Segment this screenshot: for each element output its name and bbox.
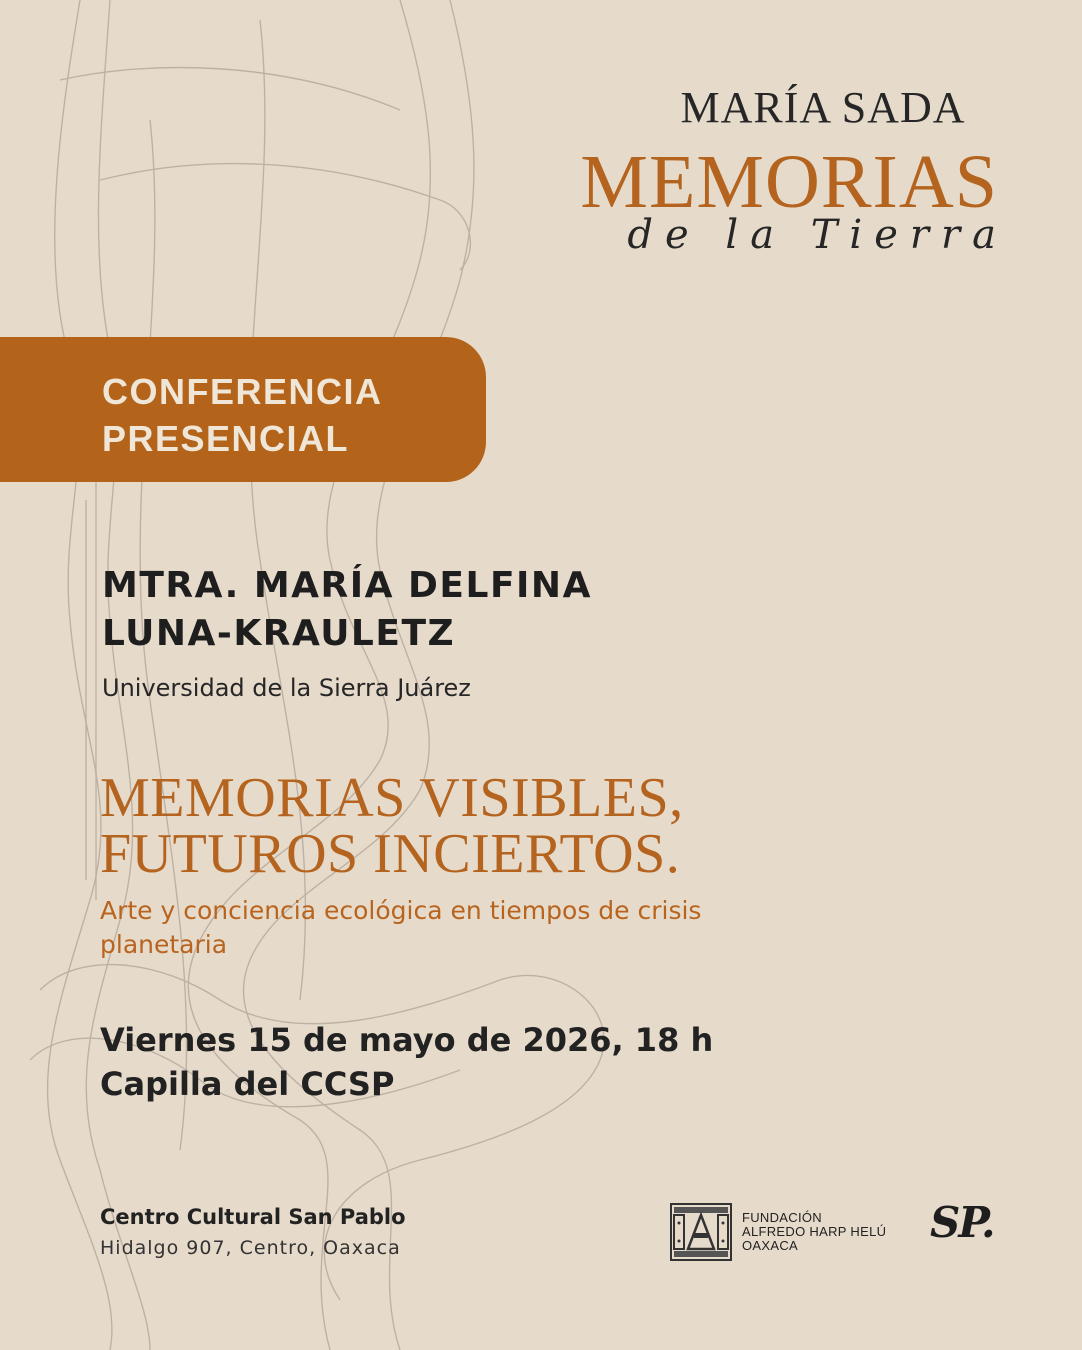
foundation-line2: ALFREDO HARP HELÚ (742, 1224, 887, 1239)
foundation-line3: OAXACA (742, 1238, 798, 1253)
event-type-line2: PRESENCIAL (102, 418, 350, 459)
foundation-name (742, 1211, 886, 1253)
speaker-institution: Universidad de la Sierra Juárez (102, 674, 471, 702)
date-place-block (100, 1018, 713, 1106)
event-type-banner (0, 337, 486, 482)
speaker-block (102, 562, 592, 702)
exhibition-title: MEMORIAS (580, 140, 998, 224)
talk-block (100, 767, 740, 962)
artist-name: MARÍA SADA (680, 83, 966, 132)
talk-title-line1: MEMORIAS VISIBLES, (100, 767, 684, 829)
exhibition-script-title: de la Tierra (627, 212, 1008, 258)
speaker-name-line2: LUNA-KRAULETZ (102, 613, 456, 654)
talk-subtitle: Arte y conciencia ecológica en tiempos de crisis planetaria (100, 896, 702, 959)
san-pablo-logo: SP. (930, 1198, 994, 1247)
foundation-line1: FUNDACIÓN (742, 1210, 822, 1225)
event-type-line1: CONFERENCIA (102, 371, 383, 412)
venue-block (100, 1203, 406, 1259)
talk-title-line2: FUTUROS INCIERTOS. (100, 823, 681, 885)
exhibition-brand (578, 83, 1008, 258)
speaker-name-line1: MTRA. MARÍA DELFINA (102, 565, 592, 606)
foundation-logo (670, 1203, 886, 1261)
venue-name: Centro Cultural San Pablo (100, 1205, 406, 1229)
event-place: Capilla del CCSP (100, 1065, 395, 1103)
event-datetime: Viernes 15 de mayo de 2026, 18 h (100, 1021, 714, 1059)
fahh-logo-icon (670, 1203, 732, 1261)
venue-address: Hidalgo 907, Centro, Oaxaca (100, 1237, 401, 1259)
